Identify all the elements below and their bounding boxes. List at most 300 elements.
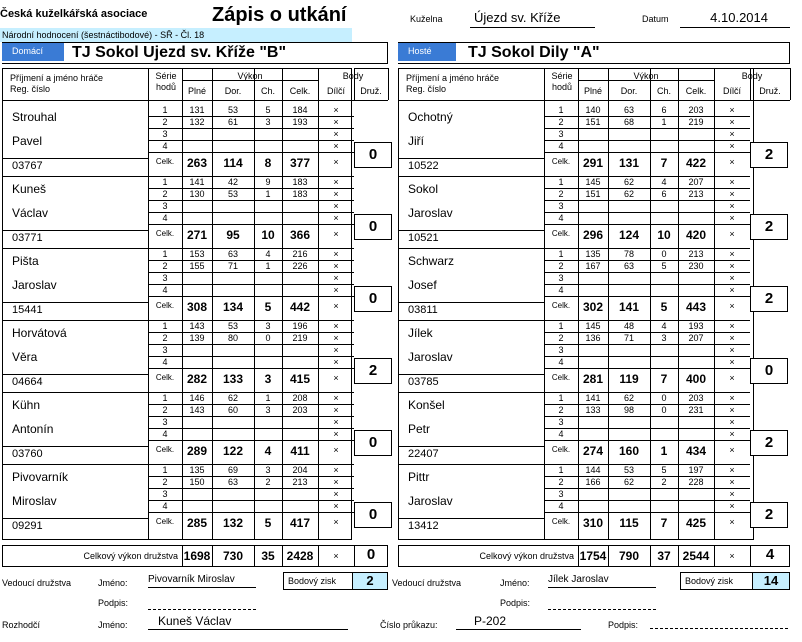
away-series-hdr2: hodů xyxy=(551,82,573,92)
away-top-right-line xyxy=(750,68,790,69)
away-series-value[interactable]: 62 xyxy=(623,189,634,199)
home-player-last[interactable]: Strouhal xyxy=(12,110,57,124)
away-total-line xyxy=(544,440,750,441)
away-player-total: 131 xyxy=(618,156,640,170)
home-ind-cross: × xyxy=(333,189,339,199)
away-series-value[interactable]: 5 xyxy=(661,261,667,271)
away-signature[interactable] xyxy=(548,598,656,610)
home-ind-cross: × xyxy=(333,393,339,403)
home-series-value[interactable]: 0 xyxy=(265,333,271,343)
home-series-value[interactable]: 3 xyxy=(265,465,271,475)
away-player-points[interactable]: 2 xyxy=(750,142,788,168)
home-ind-cross: × xyxy=(333,333,339,343)
away-series-value[interactable]: 2 xyxy=(661,477,667,487)
away-celk-label: Celk. xyxy=(551,229,571,238)
away-leader-name[interactable]: Jílek Jaroslav xyxy=(548,574,656,588)
home-player-total: 122 xyxy=(222,444,244,458)
ranking-note: Národní hodnocení (šestnáctibodové) - SŘ - Čl. 18 xyxy=(0,28,352,42)
away-ind-cross: × xyxy=(729,477,735,487)
away-player-total: 115 xyxy=(619,516,639,530)
home-series-value[interactable]: 71 xyxy=(227,261,238,271)
away-player-points[interactable]: 0 xyxy=(750,358,788,384)
home-player-total: 308 xyxy=(186,300,208,314)
home-total-hdr: Celk. xyxy=(289,86,311,96)
date-field[interactable]: 4.10.2014 xyxy=(680,10,790,28)
home-ind-cross: × xyxy=(333,501,339,511)
away-series-num: 4 xyxy=(558,501,564,511)
away-ind-cross: × xyxy=(729,345,735,355)
away-series-value[interactable]: 231 xyxy=(688,405,704,415)
home-player-points[interactable]: 0 xyxy=(354,142,392,168)
away-celk-label: Celk. xyxy=(551,373,571,382)
away-player-points[interactable]: 2 xyxy=(750,286,788,312)
home-leader-name[interactable]: Pivovarník Miroslav xyxy=(148,574,256,588)
away-team-total-value: 2544 xyxy=(682,549,710,563)
home-series-hdr1: Série xyxy=(155,71,177,81)
home-series-value[interactable]: 2 xyxy=(265,477,271,487)
alley-label: Kuželna xyxy=(410,14,443,24)
home-series-value[interactable]: 208 xyxy=(292,393,308,403)
away-series-value[interactable]: 63 xyxy=(623,105,634,115)
away-total-line xyxy=(544,512,750,513)
home-player-last[interactable]: Kühn xyxy=(12,398,41,412)
home-player-reg[interactable]: 03771 xyxy=(12,232,43,244)
away-series-value[interactable]: 0 xyxy=(661,405,667,415)
away-series-value[interactable]: 193 xyxy=(688,321,704,331)
away-leader-name-label: Jméno: xyxy=(500,578,530,588)
away-series-value[interactable]: 6 xyxy=(661,189,667,199)
away-series-value[interactable]: 151 xyxy=(585,117,601,127)
home-team-name[interactable]: TJ Sokol Ujezd sv. Kříže "B" xyxy=(72,44,287,61)
home-ind-cross: × xyxy=(333,105,339,115)
home-series-value[interactable]: 226 xyxy=(292,261,308,271)
home-player-total: 4 xyxy=(264,444,272,458)
home-player-points[interactable]: 0 xyxy=(354,286,392,312)
home-ind-cross: × xyxy=(333,301,339,311)
home-player-total: 8 xyxy=(264,156,272,170)
away-series-value[interactable]: 203 xyxy=(688,105,704,115)
home-series-value[interactable]: 9 xyxy=(265,177,271,187)
home-signature-label: Podpis: xyxy=(98,598,129,608)
home-player-total: 377 xyxy=(289,156,311,170)
away-player-first[interactable]: Josef xyxy=(408,278,437,292)
home-player-total: 442 xyxy=(289,300,311,314)
home-series-value[interactable]: 219 xyxy=(292,333,308,343)
home-player-last[interactable]: Kuneš xyxy=(12,182,47,196)
away-series-value[interactable]: 230 xyxy=(688,261,704,271)
away-series-value[interactable]: 98 xyxy=(623,405,634,415)
home-series-value[interactable]: 146 xyxy=(189,393,205,403)
home-series-value[interactable]: 193 xyxy=(292,117,308,127)
home-player-reg[interactable]: 15441 xyxy=(12,304,43,316)
away-series-value[interactable]: 213 xyxy=(688,249,704,259)
away-series-value[interactable]: 62 xyxy=(623,393,634,403)
away-player-last[interactable]: Ochotný xyxy=(408,110,453,124)
home-player-first[interactable]: Jaroslav xyxy=(12,278,57,292)
home-series-num: 2 xyxy=(162,189,168,199)
home-series-value[interactable]: 1 xyxy=(265,189,271,199)
home-player-total: 10 xyxy=(261,228,275,242)
away-player-total: 10 xyxy=(657,228,671,242)
home-series-value[interactable]: 203 xyxy=(292,405,308,415)
away-series-num: 4 xyxy=(558,141,564,151)
away-total-label: Celkový výkon družstva xyxy=(479,551,574,561)
away-ind-cross: × xyxy=(729,445,735,455)
away-series-value[interactable]: 207 xyxy=(688,333,704,343)
away-player-total: 400 xyxy=(685,372,707,386)
away-series-num: 2 xyxy=(558,477,564,487)
away-player-points[interactable]: 2 xyxy=(750,502,788,528)
away-series-value[interactable]: 3 xyxy=(661,333,667,343)
away-player-reg[interactable]: 03785 xyxy=(408,376,439,388)
away-player-last[interactable]: Schwarz xyxy=(408,254,455,268)
away-series-value[interactable]: 63 xyxy=(623,261,634,271)
home-series-value[interactable]: 153 xyxy=(189,249,205,259)
away-player-total: 124 xyxy=(618,228,640,242)
home-series-num: 1 xyxy=(162,249,168,259)
away-player-last[interactable]: Sokol xyxy=(408,182,439,196)
home-top-right-line xyxy=(354,68,388,69)
home-series-num: 2 xyxy=(162,117,168,127)
away-ind-cross: × xyxy=(729,405,735,415)
away-ind-cross: × xyxy=(729,301,735,311)
away-series-value[interactable]: 197 xyxy=(688,465,704,475)
away-series-num: 2 xyxy=(558,189,564,199)
home-name-hdr: Příjmení a jméno hráče xyxy=(10,73,104,83)
home-series-num: 1 xyxy=(162,177,168,187)
home-ind-cross: × xyxy=(333,417,339,427)
away-series-num: 1 xyxy=(558,249,564,259)
away-series-value[interactable]: 136 xyxy=(585,333,601,343)
away-player-last[interactable]: Pittr xyxy=(408,470,430,484)
home-series-value[interactable]: 183 xyxy=(292,189,308,199)
away-points: 14 xyxy=(752,572,790,590)
away-player-first[interactable]: Jaroslav xyxy=(408,206,453,220)
away-name-hdr: Příjmení a jméno hráče xyxy=(406,73,500,83)
home-series-num: 1 xyxy=(162,321,168,331)
home-celk-label: Celk. xyxy=(155,445,175,454)
away-ind-cross: × xyxy=(729,333,735,343)
away-player-last[interactable]: Jílek xyxy=(408,326,433,340)
away-series-value[interactable]: 6 xyxy=(661,105,667,115)
home-player-last[interactable]: Pivovarník xyxy=(12,470,69,484)
away-player-points[interactable]: 2 xyxy=(750,430,788,456)
referee-signature[interactable] xyxy=(650,628,788,629)
away-series-value[interactable]: 145 xyxy=(585,177,601,187)
home-player-total: 133 xyxy=(222,372,244,386)
home-series-value[interactable]: 3 xyxy=(265,117,271,127)
away-series-num: 4 xyxy=(558,285,564,295)
away-total-hdr: Celk. xyxy=(685,86,707,96)
home-series-value[interactable]: 184 xyxy=(292,105,308,115)
away-player-points[interactable]: 2 xyxy=(750,214,788,240)
home-total-line xyxy=(148,296,354,297)
home-series-value[interactable]: 3 xyxy=(265,405,271,415)
away-player-total: 425 xyxy=(685,516,707,530)
away-signature-label: Podpis: xyxy=(500,598,531,608)
away-ind-cross: × xyxy=(729,261,735,271)
home-series-num: 2 xyxy=(162,405,168,415)
home-player-reg[interactable]: 09291 xyxy=(12,520,43,532)
home-player-last[interactable]: Pišta xyxy=(12,254,39,268)
away-series-value[interactable]: 62 xyxy=(623,477,634,487)
away-ind-cross: × xyxy=(729,373,735,383)
home-series-value[interactable]: 196 xyxy=(292,321,308,331)
away-series-value[interactable]: 151 xyxy=(585,189,601,199)
away-series-value[interactable]: 71 xyxy=(623,333,634,343)
home-series-value[interactable]: 80 xyxy=(227,333,238,343)
away-total-line xyxy=(544,224,750,225)
away-player-first[interactable]: Jaroslav xyxy=(408,350,453,364)
away-reg-line xyxy=(398,158,544,159)
home-series-value[interactable]: 53 xyxy=(227,321,238,331)
away-reg-line xyxy=(398,230,544,231)
home-series-num: 3 xyxy=(162,417,168,427)
away-ind-cross: × xyxy=(729,117,735,127)
home-miss-hdr: Ch. xyxy=(260,86,275,96)
away-team-total-value: 1754 xyxy=(579,549,607,563)
home-player-first[interactable]: Václav xyxy=(12,206,49,220)
away-series-value[interactable]: 53 xyxy=(623,465,634,475)
away-series-num: 2 xyxy=(558,405,564,415)
away-series-value[interactable]: 140 xyxy=(585,105,601,115)
home-reg-line xyxy=(2,230,148,231)
home-series-value[interactable]: 141 xyxy=(189,177,205,187)
away-ind-cross: × xyxy=(729,517,735,527)
away-series-value[interactable]: 135 xyxy=(585,249,601,259)
home-series-value[interactable]: 53 xyxy=(227,105,238,115)
away-team-tag: Hosté xyxy=(398,42,456,61)
away-series-value[interactable]: 219 xyxy=(688,117,704,127)
away-series-num: 1 xyxy=(558,105,564,115)
away-team-cross: × xyxy=(729,551,735,561)
away-player-reg[interactable]: 03811 xyxy=(408,304,438,316)
away-series-value[interactable]: 78 xyxy=(623,249,634,259)
away-ind-cross: × xyxy=(729,321,735,331)
away-player-total: 7 xyxy=(660,516,668,530)
home-series-num: 3 xyxy=(162,129,168,139)
home-series-num: 1 xyxy=(162,465,168,475)
away-series-value[interactable]: 0 xyxy=(661,249,667,259)
away-ind-cross: × xyxy=(729,429,735,439)
home-series-value[interactable]: 213 xyxy=(292,477,308,487)
home-player-total: 285 xyxy=(186,516,208,530)
away-ind-cross: × xyxy=(729,229,735,239)
away-ind-cross: × xyxy=(729,177,735,187)
home-points-label: Bodový zisk xyxy=(288,576,337,586)
away-series-num: 3 xyxy=(558,129,564,139)
away-team-points: 4 xyxy=(765,546,775,563)
home-player-total: 134 xyxy=(222,300,244,314)
home-player-total: 366 xyxy=(289,228,311,242)
home-series-value[interactable]: 216 xyxy=(292,249,308,259)
away-player-total: 443 xyxy=(685,300,707,314)
home-player-first[interactable]: Věra xyxy=(12,350,38,364)
home-player-total: 417 xyxy=(289,516,311,530)
away-player-first[interactable]: Jiří xyxy=(408,134,424,148)
home-series-value[interactable]: 63 xyxy=(227,477,238,487)
away-series-num: 1 xyxy=(558,321,564,331)
away-player-reg[interactable]: 13412 xyxy=(408,520,439,532)
home-series-num: 3 xyxy=(162,489,168,499)
home-series-num: 2 xyxy=(162,333,168,343)
away-pts-hdr: Body xyxy=(741,71,763,81)
home-player-total: 5 xyxy=(264,516,272,530)
away-series-value[interactable]: 207 xyxy=(688,177,704,187)
home-series-value[interactable]: 63 xyxy=(227,249,238,259)
away-series-num: 1 xyxy=(558,177,564,187)
away-team-total-value: 37 xyxy=(657,549,671,563)
home-player-last[interactable]: Horvátová xyxy=(12,326,67,340)
home-team-total-value: 1698 xyxy=(183,549,211,563)
home-series-value[interactable]: 143 xyxy=(189,405,205,415)
away-player-first[interactable]: Jaroslav xyxy=(408,494,453,508)
home-player-first[interactable]: Pavel xyxy=(12,134,43,148)
away-series-value[interactable]: 48 xyxy=(623,321,634,331)
away-series-value[interactable]: 144 xyxy=(585,465,601,475)
away-player-reg[interactable]: 22407 xyxy=(408,448,439,460)
away-reg-line xyxy=(398,518,544,519)
home-series-num: 1 xyxy=(162,105,168,115)
home-series-value[interactable]: 69 xyxy=(227,465,238,475)
home-series-value[interactable]: 139 xyxy=(189,333,205,343)
away-ind-cross: × xyxy=(729,465,735,475)
home-player-total: 282 xyxy=(186,372,208,386)
home-ind-cross: × xyxy=(333,489,339,499)
home-team-total-value: 35 xyxy=(261,549,275,563)
home-ind-cross: × xyxy=(333,405,339,415)
away-player-reg[interactable]: 10522 xyxy=(408,160,439,172)
home-player-first[interactable]: Miroslav xyxy=(12,494,57,508)
away-player-total: 5 xyxy=(660,300,668,314)
home-series-value[interactable]: 5 xyxy=(265,105,271,115)
home-series-value[interactable]: 62 xyxy=(227,393,238,403)
home-player-total: 5 xyxy=(264,300,272,314)
away-player-total: 422 xyxy=(685,156,707,170)
home-series-num: 2 xyxy=(162,477,168,487)
away-reg-hdr: Reg. číslo xyxy=(406,84,447,94)
away-series-value[interactable]: 5 xyxy=(661,465,667,475)
away-player-first[interactable]: Petr xyxy=(408,422,431,436)
home-reg-line xyxy=(2,374,148,375)
home-series-value[interactable]: 61 xyxy=(227,117,238,127)
away-series-value[interactable]: 145 xyxy=(585,321,601,331)
away-series-num: 3 xyxy=(558,345,564,355)
away-series-value[interactable]: 4 xyxy=(661,321,667,331)
away-teampts-hdr: Druž. xyxy=(759,86,781,96)
away-series-value[interactable]: 62 xyxy=(623,177,634,187)
home-signature[interactable] xyxy=(148,598,256,610)
away-series-value[interactable]: 203 xyxy=(688,393,704,403)
home-series-value[interactable]: 1 xyxy=(265,393,271,403)
referee-name-label: Jméno: xyxy=(98,620,128,630)
home-player-points[interactable]: 0 xyxy=(354,502,392,528)
home-ind-cross: × xyxy=(333,249,339,259)
away-player-total: 160 xyxy=(618,444,640,458)
home-series-value[interactable]: 1 xyxy=(265,261,271,271)
home-leader-name-label: Jméno: xyxy=(98,578,128,588)
away-right-edge xyxy=(790,68,791,100)
away-player-total: 119 xyxy=(619,372,639,386)
home-series-value[interactable]: 183 xyxy=(292,177,308,187)
home-series-value[interactable]: 53 xyxy=(227,189,238,199)
home-leader-label: Vedoucí družstva xyxy=(2,578,72,588)
away-player-total: 302 xyxy=(582,300,604,314)
home-series-value[interactable]: 60 xyxy=(227,405,238,415)
home-series-value[interactable]: 155 xyxy=(189,261,205,271)
alley-field[interactable]: Újezd sv. Kříže xyxy=(470,10,595,28)
away-series-value[interactable]: 1 xyxy=(661,117,667,127)
away-ind-cross: × xyxy=(729,105,735,115)
home-series-value[interactable]: 3 xyxy=(265,321,271,331)
away-series-value[interactable]: 133 xyxy=(585,405,601,415)
away-series-value[interactable]: 141 xyxy=(585,393,601,403)
away-series-value[interactable]: 166 xyxy=(585,477,601,487)
home-series-value[interactable]: 204 xyxy=(292,465,308,475)
home-ind-cross: × xyxy=(333,129,339,139)
away-player-reg[interactable]: 10521 xyxy=(408,232,439,244)
away-team-name[interactable]: TJ Sokol Dily "A" xyxy=(468,44,600,61)
away-team-total-value: 790 xyxy=(618,549,640,563)
away-series-value[interactable]: 0 xyxy=(661,393,667,403)
home-team-tag: Domácí xyxy=(2,42,64,61)
away-series-value[interactable]: 4 xyxy=(661,177,667,187)
home-series-value[interactable]: 131 xyxy=(189,105,205,115)
home-series-value[interactable]: 4 xyxy=(265,249,271,259)
home-player-reg[interactable]: 04664 xyxy=(12,376,43,388)
away-miss-hdr: Ch. xyxy=(656,86,671,96)
away-series-num: 3 xyxy=(558,201,564,211)
home-series-value[interactable]: 132 xyxy=(189,117,205,127)
home-player-first[interactable]: Antonín xyxy=(12,422,54,436)
referee-name[interactable]: Kuneš Václav xyxy=(148,614,348,630)
home-player-reg[interactable]: 03767 xyxy=(12,160,43,172)
home-player-reg[interactable]: 03760 xyxy=(12,448,43,460)
away-perf-hdr: Výkon xyxy=(633,71,659,81)
date-label: Datum xyxy=(642,14,669,24)
away-celk-label: Celk. xyxy=(551,157,571,166)
away-series-value[interactable]: 228 xyxy=(688,477,704,487)
home-player-total: 415 xyxy=(289,372,311,386)
home-series-value[interactable]: 42 xyxy=(227,177,238,187)
away-ind-cross: × xyxy=(729,249,735,259)
away-reg-line xyxy=(398,446,544,447)
away-player-last[interactable]: Konšel xyxy=(408,398,445,412)
away-series-num: 4 xyxy=(558,357,564,367)
association-name: Česká kuželkářská asociace xyxy=(0,8,148,20)
referee-id[interactable]: P-202 xyxy=(456,614,581,630)
home-series-value[interactable]: 150 xyxy=(189,477,205,487)
home-ind-cross: × xyxy=(333,445,339,455)
home-player-points[interactable]: 0 xyxy=(354,214,392,240)
home-player-points[interactable]: 2 xyxy=(354,358,392,384)
away-player-total: 1 xyxy=(660,444,668,458)
home-reg-line xyxy=(2,518,148,519)
home-ind-cross: × xyxy=(333,273,339,283)
away-series-value[interactable]: 213 xyxy=(688,189,704,199)
home-series-value[interactable]: 135 xyxy=(189,465,205,475)
home-header-line xyxy=(2,100,388,101)
away-celk-label: Celk. xyxy=(551,301,571,310)
home-series-value[interactable]: 130 xyxy=(189,189,205,199)
home-ind-cross: × xyxy=(333,517,339,527)
away-series-value[interactable]: 68 xyxy=(623,117,634,127)
home-series-value[interactable]: 143 xyxy=(189,321,205,331)
away-ind-cross: × xyxy=(729,501,735,511)
away-series-value[interactable]: 167 xyxy=(585,261,601,271)
home-series-num: 3 xyxy=(162,345,168,355)
home-player-points[interactable]: 0 xyxy=(354,430,392,456)
